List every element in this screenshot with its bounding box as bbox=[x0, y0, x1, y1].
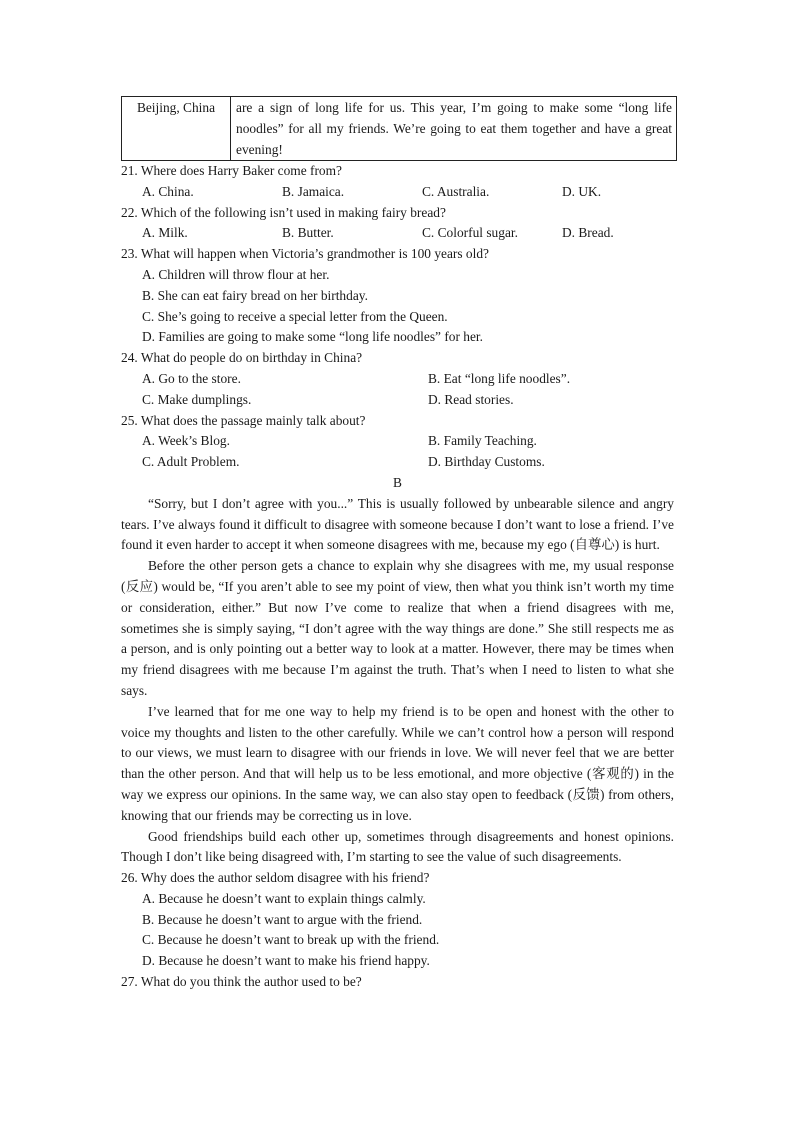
option-c: C. Adult Problem. bbox=[142, 454, 240, 470]
question-22 bbox=[121, 203, 674, 245]
passage-paragraph-3: I’ve learned that for me one way to help my friend is to be open and honest with the other to voice my thoughts and listen to the other carefully. While we can’t control how a person will respond to our views, we must learn to disagree with our friends in love. We will never feel that we are better than the other person. And that will help us to be less emotional, and more objective (客观的) in the way we express our opinions. In the same way, we can also stay open to feedback (反馈) from others, knowing that our friends may be correcting us in love. bbox=[121, 703, 674, 823]
table-city-cell: Beijing, China bbox=[122, 97, 231, 161]
option-row bbox=[121, 431, 674, 452]
passage-paragraph-2: Before the other person gets a chance to explain why she disagrees with me, my usual response (反应) would be, “If you aren’t able to see my point of view, then what you think isn’t worth my time or consideration, either.” But now I’ve come to realize that when a friend disagrees with me, sometimes she is simply saying, “I don’t agree with the way things are done.” She still respects me as a person, and is only pointing out a better way to look at a matter. However, there may be times when my friend disagrees with me because I’m against the truth. That’s when I need to listen to what she says. bbox=[121, 558, 674, 698]
option-row bbox=[121, 369, 674, 390]
passage-b bbox=[121, 494, 674, 868]
option-d: D. Birthday Customs. bbox=[428, 454, 545, 470]
passage-paragraph-1: “Sorry, but I don’t agree with you...” This is usually followed by unbearable silence and angry tears. I’ve always found it difficult to disagree with someone because I don’t want to lose a friend. I’ve found it even harder to accept it when someone disagrees with me, because my ego (自尊心) is hurt. bbox=[121, 495, 674, 553]
option-d: D. Because he doesn’t want to make his friend happy. bbox=[142, 953, 430, 969]
option-c: C. Because he doesn’t want to break up with the friend. bbox=[142, 932, 440, 948]
option-a: A. Because he doesn’t want to explain things calmly. bbox=[142, 890, 426, 906]
option-b: B. Because he doesn’t want to argue with the friend. bbox=[142, 911, 423, 927]
option-row bbox=[121, 182, 674, 203]
question-list-b bbox=[121, 868, 674, 993]
question-27 bbox=[121, 972, 674, 993]
table-row bbox=[122, 97, 677, 161]
question-stem: 22. Which of the following isn’t used in making fairy bread? bbox=[121, 204, 446, 220]
option-b: B. She can eat fairy bread on her birthday. bbox=[142, 287, 368, 303]
question-24 bbox=[121, 348, 674, 410]
question-stem: 21. Where does Harry Baker come from? bbox=[121, 163, 342, 178]
option-c: C. She’s going to receive a special letter from the Queen. bbox=[142, 308, 448, 324]
option-b: B. Butter. bbox=[282, 225, 334, 241]
option-a: A. China. bbox=[142, 183, 194, 199]
section-heading-b: B bbox=[393, 474, 402, 490]
option-a: A. Go to the store. bbox=[142, 370, 241, 386]
question-stem: 24. What do people do on birthday in China? bbox=[121, 350, 363, 366]
option-c: C. Colorful sugar. bbox=[422, 225, 518, 241]
question-stem: 27. What do you think the author used to be? bbox=[121, 974, 362, 990]
option-a: A. Milk. bbox=[142, 225, 188, 241]
question-21 bbox=[121, 161, 674, 203]
question-stem: 25. What does the passage mainly talk about? bbox=[121, 412, 366, 428]
table-text-cell: are a sign of long life for us. This year, I’m going to make some “long life noodles” for all my friends. We’re going to eat them together and have a great evening! bbox=[231, 97, 677, 161]
option-d: D. Bread. bbox=[562, 225, 614, 241]
option-d: D. Families are going to make some “long life noodles” for her. bbox=[142, 329, 484, 345]
option-b: B. Jamaica. bbox=[282, 183, 345, 199]
option-row bbox=[121, 452, 674, 473]
option-row bbox=[121, 390, 674, 411]
option-a: A. Week’s Blog. bbox=[142, 433, 230, 449]
question-23 bbox=[121, 244, 674, 348]
question-26 bbox=[121, 868, 674, 972]
option-c: C. Make dumplings. bbox=[142, 391, 252, 407]
question-stem: 26. Why does the author seldom disagree with his friend? bbox=[121, 870, 430, 886]
option-d: D. UK. bbox=[562, 183, 602, 199]
content bbox=[121, 161, 674, 993]
option-a: A. Children will throw flour at her. bbox=[142, 266, 330, 282]
option-row bbox=[121, 223, 674, 244]
question-list-a bbox=[121, 161, 674, 473]
option-d: D. Read stories. bbox=[428, 391, 514, 407]
passage-paragraph-4: Good friendships build each other up, sometimes through disagreements and honest opinions. Though I don’t like being disagreed with, I’m starting to see the value of such disagreements. bbox=[121, 828, 674, 865]
info-table bbox=[121, 96, 677, 161]
question-stem: 23. What will happen when Victoria’s grandmother is 100 years old? bbox=[121, 246, 489, 262]
option-c: C. Australia. bbox=[422, 183, 490, 199]
option-b: B. Eat “long life noodles”. bbox=[428, 370, 571, 386]
option-b: B. Family Teaching. bbox=[428, 433, 537, 449]
question-25 bbox=[121, 411, 674, 473]
